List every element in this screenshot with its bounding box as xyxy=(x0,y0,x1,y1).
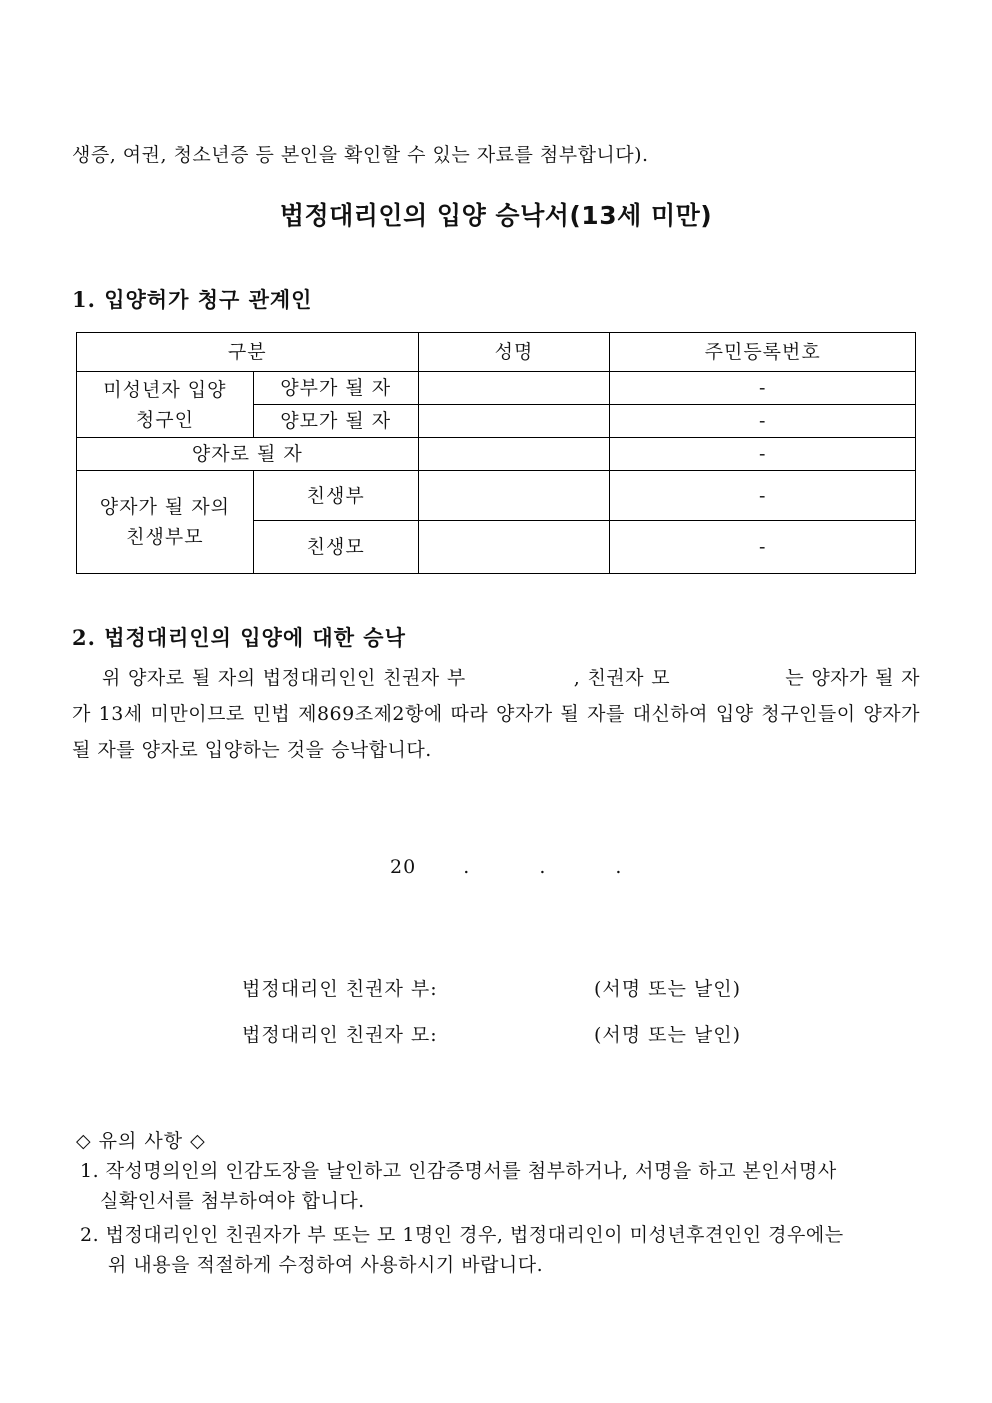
date-year-prefix[interactable]: 20 xyxy=(390,856,417,878)
petitioner-label-line2: 청구인 xyxy=(135,408,194,431)
petitioner-label-line1: 미성년자 입양 xyxy=(103,378,227,401)
section1-heading: 1. 입양허가 청구 관계인 xyxy=(72,287,313,312)
adoptee-name-cell[interactable] xyxy=(418,438,610,471)
adoptee-label: 양자로 될 자 xyxy=(77,438,419,471)
table-row xyxy=(77,372,916,405)
note-item xyxy=(80,1156,920,1216)
date-dot-year: . xyxy=(463,856,471,878)
signature-label-father: 법정대리인 친권자 부: xyxy=(242,978,438,1000)
birth-parents-label-line2: 친생부모 xyxy=(126,526,204,548)
section2-heading: 2. 법정대리인의 입양에 대한 승낙 xyxy=(72,625,406,650)
notes-heading: ◇ 유의 사항 ◇ xyxy=(76,1130,206,1152)
document-title: 법정대리인의 입양 승낙서(13세 미만) xyxy=(279,201,713,230)
adoptive-father-id-cell[interactable]: - xyxy=(610,372,916,405)
note-item-line1: 2. 법정대리인인 친권자가 부 또는 모 1명인 경우, 법정대리인이 미성년후견인인 경우에는 xyxy=(80,1224,844,1246)
birth-mother-id-cell[interactable]: - xyxy=(610,521,916,574)
signature-note-mother[interactable]: (서명 또는 날인) xyxy=(594,1024,742,1046)
adoptive-father-name-cell[interactable] xyxy=(418,372,610,405)
date-dot-month: . xyxy=(539,856,547,878)
birth-mother-name-cell[interactable] xyxy=(418,521,610,574)
note-item-line2: 위 내용을 적절하게 수정하여 사용하시기 바랍니다. xyxy=(108,1254,544,1276)
signature-label-mother: 법정대리인 친권자 모: xyxy=(242,1024,438,1046)
note-item-line1: 1. 작성명의인의 인감도장을 날인하고 인감증명서를 첨부하거나, 서명을 하고 본인서명사 xyxy=(80,1160,837,1182)
note-item-line2: 실확인서를 첨부하여야 합니다. xyxy=(100,1190,365,1212)
adoptive-mother-id-cell[interactable]: - xyxy=(610,405,916,438)
birth-mother-label: 친생모 xyxy=(253,521,418,574)
table-row xyxy=(77,471,916,521)
continued-text-line: 생증, 여권, 청소년증 등 본인을 확인할 수 있는 자료를 첨부합니다). xyxy=(72,144,649,166)
note-item xyxy=(80,1220,920,1280)
table-row xyxy=(77,438,916,471)
signature-note-father[interactable]: (서명 또는 날인) xyxy=(594,978,742,1000)
birth-parents-label-line1: 양자가 될 자의 xyxy=(99,496,230,518)
date-line xyxy=(390,856,622,878)
header-name: 성명 xyxy=(418,333,610,372)
adoptee-id-cell[interactable]: - xyxy=(610,438,916,471)
adoptive-mother-label: 양모가 될 자 xyxy=(253,405,418,438)
adoptive-father-label: 양부가 될 자 xyxy=(253,372,418,405)
date-dot-day: . xyxy=(615,856,623,878)
parties-table xyxy=(76,332,916,574)
header-category: 구분 xyxy=(77,333,419,372)
birth-father-id-cell[interactable]: - xyxy=(610,471,916,521)
table-header-row xyxy=(77,333,916,372)
header-id-number: 주민등록번호 xyxy=(610,333,916,372)
birth-parents-group-label xyxy=(77,471,254,574)
birth-father-label: 친생부 xyxy=(253,471,418,521)
consent-paragraph: 위 양자로 될 자의 법정대리인인 친권자 부 , 친권자 모 는 양자가 될 자가 13세 미만이므로 민법 제869조제2항에 따라 양자가 될 자를 대신하여 입양 청구인들이 양자가 될 자를 양자로 입양하는 것을 승낙합니다. xyxy=(72,667,920,761)
birth-father-name-cell[interactable] xyxy=(418,471,610,521)
adoptive-mother-name-cell[interactable] xyxy=(418,405,610,438)
petitioner-group-label xyxy=(77,372,254,438)
